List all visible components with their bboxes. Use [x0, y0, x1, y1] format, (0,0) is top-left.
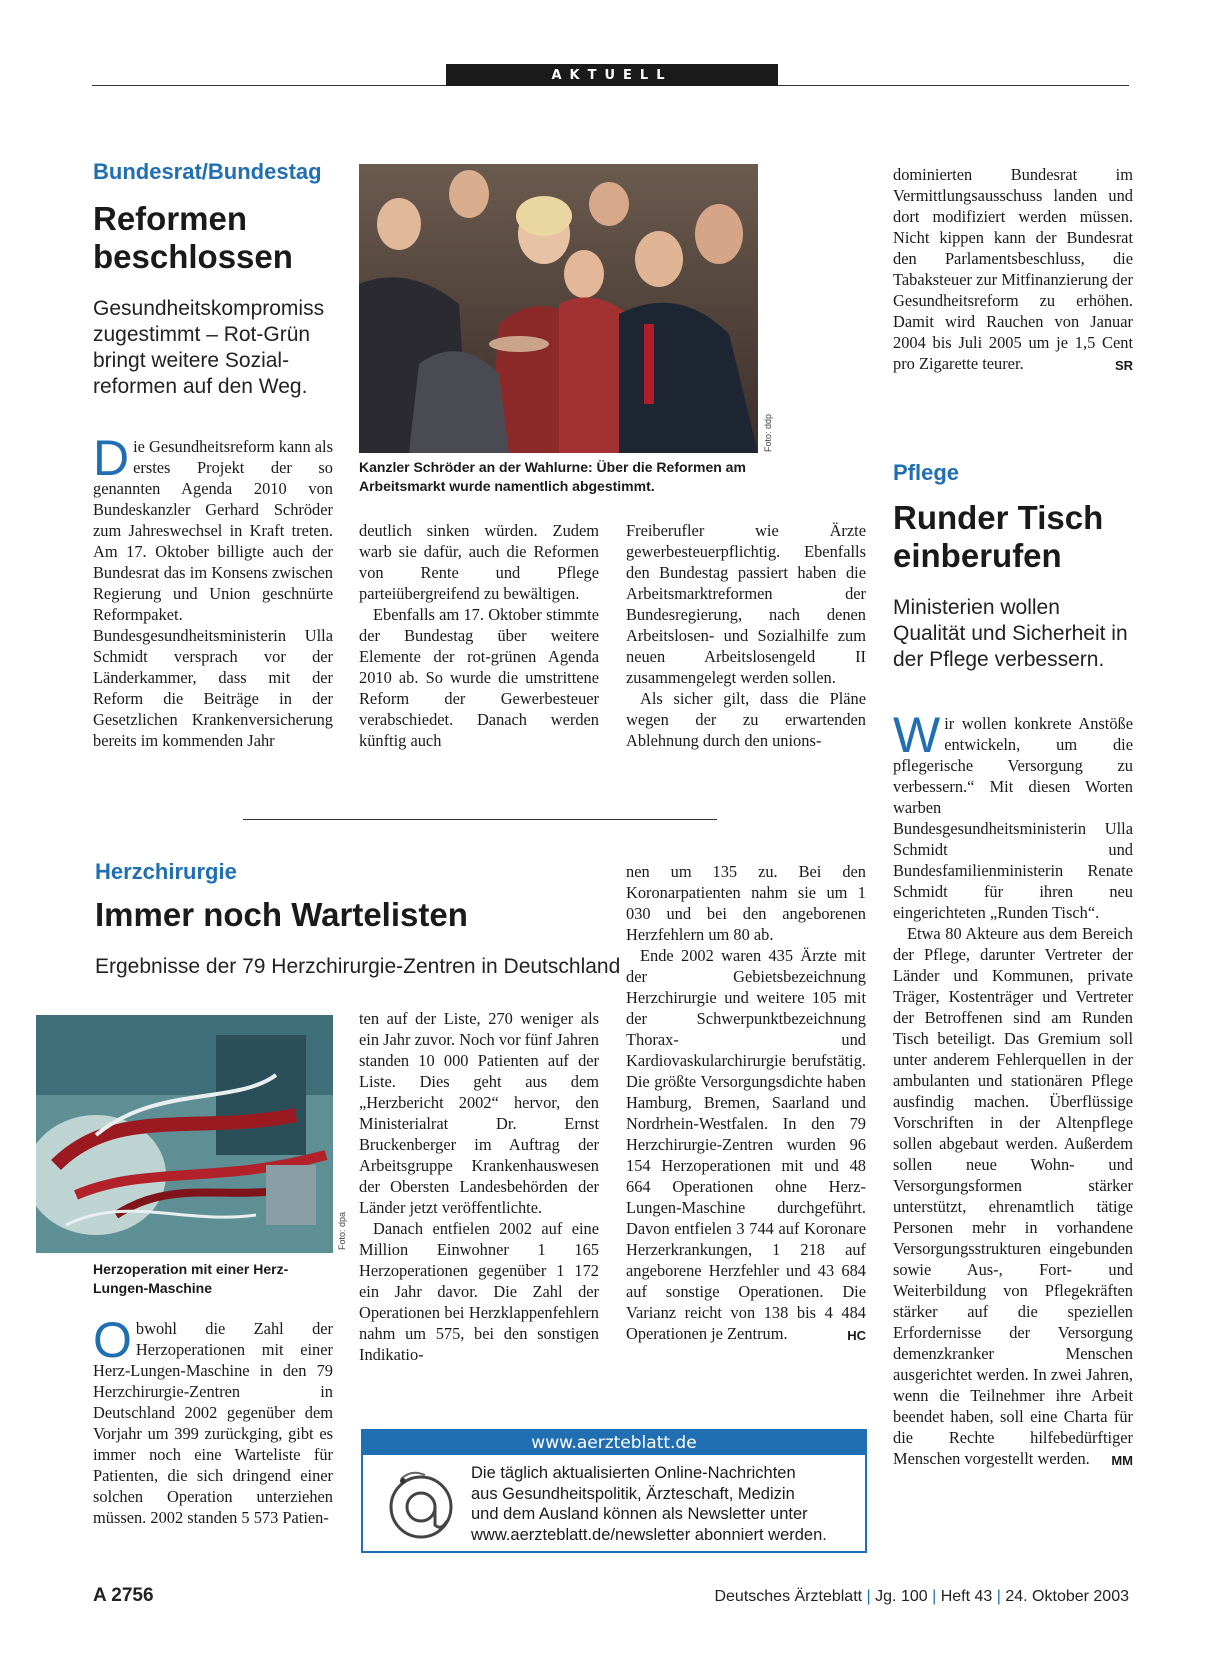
article2-deck: Ministerien wollen Qualität und Sicherheit in der Pflege verbessern.: [893, 596, 1128, 671]
page-number-text: A 2756: [93, 1585, 154, 1606]
article1-kicker: Bundesrat/Bundestag: [93, 159, 322, 184]
article1-col1-text: ie Gesundheitsreform kann als erstes Projekt der so genannten Agenda 2010 von Bundeskanzler Gerhard Schröder zum Jahreswechsel in Kraft treten. Am 17. Oktober billigte auch der Bundesrat das im Konsens zwischen Regierung und Union geschnürte Reformpaket. Bundesgesundheitsministerin Ulla Schmidt versprach vor der Länderkammer, dass mit der Reform die Beiträge in der Gesetzlichen Krankenversicherung bereits im kommenden Jahr: [93, 437, 333, 750]
article1-signature: SR: [1114, 358, 1133, 373]
journal-name: Deutsches Ärzteblatt: [714, 1588, 863, 1605]
journal-footer: Deutsches Ärzteblatt | Jg. 100 | Heft 43 | 24. Oktober 2003: [714, 1588, 1129, 1605]
heart-lung-machine-illustration: [36, 1015, 333, 1253]
article-divider: [243, 819, 717, 820]
article1-column-1: [93, 430, 333, 751]
article3-column-3: [626, 861, 866, 1346]
article2-signature: MM: [1111, 1453, 1133, 1468]
article2-p2: Etwa 80 Akteure aus dem Bereich der Pflege, darunter Vertreter der Länder und Kommunen, private Träger, Kostenträger und Vertreter der Betroffenen sind am Runden Tisch beteiligt. Das Gremium soll unter anderem Fehlerquellen in der ambulanten und stationären Pflege ausfindig machen. Überflüssige Vorschriften in der Altenpflege sollen abgebaut werden. Außerdem sollen neue Wohn- und Versorgungsformen stärker unterstützt, ehrenamtlich tätige Personen mehr in vorhandene Versorgungsstrukturen eingebunden sowie Aus-, Fort- und Weiterbildung von Pflegekräften stärker auf die speziellen Erfordernisse der Versorgung demenzkranker Menschen ausgerichtet werden. In zwei Jahren, wenn die Teilnehmer ihre Arbeit beendet haben, soll eine Charta für die Rechte hilfebedürftiger Menschen vorgestellt werden.: [893, 924, 1133, 1468]
article2-body: [893, 707, 1133, 1471]
article2-headline: Runder Tisch einberufen: [893, 499, 1104, 574]
article1-column-2: [359, 520, 599, 751]
article3-col1-text: bwohl die Zahl der Herzoperationen mit einer Herz-Lungen-Maschine in den 79 Herzchirurgie-Zentren in Deutschland 2002 gegenüber dem Vorjahr um 399 zurückging, gibt es immer noch eine Warteliste für Patienten, die sich dringend einer solchen Operation unterziehen müssen. 2002 standen 5 573 Patien-: [93, 1319, 333, 1527]
article1-headline: Reformen beschlossen: [93, 200, 293, 275]
article2-p1: ir wollen konkrete Anstöße entwickeln, um die pflegerische Versorgung zu verbessern.“ Mit diesen Worten warben Bundesgesundheitsministerin Ulla Schmidt und Bundesfamilienministerin Renate Schmidt für ihren neu eingerichteten „Runden Tisch“.: [893, 714, 1133, 922]
page-number: [93, 1585, 154, 1607]
article1-photo-caption: Kanzler Schröder an der Wahlurne: Über die Reformen am Arbeitsmarkt wurde namentlich abgestimmt.: [359, 459, 746, 494]
article3-headline: Immer noch Wartelisten: [95, 896, 468, 933]
article1-col2-paragraph: deutlich sinken würden. Zudem warb sie dafür, auch die Reformen von Rente und Pflege parteiübergreifend zu bewältigen.: [359, 521, 599, 603]
infobox-text: [471, 1463, 851, 1545]
crowd-photo-illustration: [359, 164, 758, 453]
article1-col3-paragraph: Als sicher gilt, dass die Pläne wegen der zu erwartenden Ablehnung durch den unions-: [626, 689, 866, 750]
journal-date: 24. Oktober 2003: [1005, 1588, 1129, 1605]
article1-photo: [359, 164, 758, 453]
journal-issue: Heft 43: [940, 1588, 993, 1605]
section-label: AKTUELL: [446, 64, 778, 86]
article3-col3-paragraph: nen um 135 zu. Bei den Koronarpatienten nahm sie um 1 030 und bei den angeborenen Herzfehlern um 80 ab.: [626, 862, 866, 944]
article1-photo-credit: Foto: ddp: [763, 413, 773, 452]
article1-column-3: [626, 520, 866, 751]
journal-volume: Jg. 100: [875, 1588, 928, 1605]
article3-kicker: Herzchirurgie: [95, 859, 237, 884]
article3-photo-credit: Foto: dpa: [337, 1211, 347, 1250]
article2-kicker: Pflege: [893, 460, 960, 485]
article1-col4-text: dominierten Bundesrat im Vermittlungsausschuss landen und dort modifiziert werden müssen. Nicht kippen kann der Bundesrat den Parlamentsbeschluss, die Tabaksteuer zur Mitfinanzierung der Gesundheitsreform zu erhöhen. Damit wird Rauchen von Januar 2004 bis Juli 2005 um je 1,5 Cent pro Zigarette teurer.: [893, 165, 1133, 373]
newsletter-infobox: [361, 1429, 867, 1553]
article3-signature: HC: [847, 1328, 866, 1343]
infobox-line: und dem Ausland können als Newsletter unter: [471, 1505, 808, 1523]
article1-column-4: [893, 164, 1133, 376]
infobox-line: aus Gesundheitspolitik, Ärzteschaft, Medizin: [471, 1484, 795, 1503]
article3-col2-paragraph: ten auf der Liste, 270 weniger als ein Jahr zuvor. Noch vor fünf Jahren standen 10 000 Patienten auf der Liste. Dies geht aus dem „Herzbericht 2002“ hervor, den Ministerialrat Dr. Ernst Bruckenberger im Auftrag der Arbeitsgruppe Krankenhauswesen der Obersten Landesbehörden der Länder jetzt veröffentlichte.: [359, 1009, 599, 1217]
article2-dropcap: W: [893, 707, 941, 763]
newsletter-at-icon: [381, 1465, 461, 1545]
article3-photo: [36, 1015, 333, 1253]
article1-col2-paragraph: Ebenfalls am 17. Oktober stimmte der Bundestag über weitere Elemente der rot-grünen Agenda 2010 ab. So wurde die umstrittene Reform der Gewerbesteuer verabschiedet. Danach werden künftig auch: [359, 605, 599, 750]
article1-deck: Gesundheitskompromiss zugestimmt – Rot-Grün bringt weitere Sozialreformen auf den Weg.: [93, 297, 325, 398]
article3-deck: Ergebnisse der 79 Herzchirurgie-Zentren in Deutschland: [95, 955, 621, 978]
article1-col3-paragraph: Freiberufler wie Ärzte gewerbesteuerpflichtig. Ebenfalls den Bundestag passiert haben die Arbeitsmarktreformen der Bundesregierung, nach denen Arbeitslosen- und Sozialhilfe zum neuen Arbeitslosengeld II zusammengelegt werden sollen.: [626, 521, 866, 687]
article1-dropcap: D: [93, 430, 130, 486]
infobox-line: Die täglich aktualisierten Online-Nachrichten: [471, 1464, 796, 1482]
article3-photo-caption: Herzoperation mit einer Herz-Lungen-Maschine: [93, 1261, 289, 1296]
article3-column-1: [93, 1312, 333, 1528]
infobox-title[interactable]: www.aerzteblatt.de: [363, 1431, 865, 1455]
article3-column-2: [359, 1008, 599, 1365]
article3-dropcap: O: [93, 1312, 132, 1368]
article3-col3-text: Ende 2002 waren 435 Ärzte mit der Gebietsbezeichnung Herzchirurgie und weitere 105 mit der Schwerpunktbezeichnung Thorax- und Kardiovaskularchirurgie berufstätig. Die größte Versorgungsdichte haben Hamburg, Bremen, Saarland und Nordrhein-Westfalen. In den 79 Herzchirurgie-Zentren wurden 96 154 Herzoperationen mit und 48 664 Operationen ohne Herz-Lungen-Maschine durchgeführt. Davon entfielen 3 744 auf Koronare Herzerkrankungen, 1 218 auf angeborene Herzfehler und 43 684 auf sonstige Operationen. Die Varianz reicht von 138 bis 4 484 Operationen je Zentrum.: [626, 946, 866, 1343]
article3-col2-paragraph: Danach entfielen 2002 auf eine Million Einwohner 1 165 Herzoperationen gegenüber 1 172 ein Jahr davor. Die Zahl der Operationen bei Herzklappenfehlern nahm um 575, bei den sonstigen Indikatio-: [359, 1219, 599, 1364]
infobox-line[interactable]: www.aerzteblatt.de/newsletter abonniert werden.: [471, 1525, 827, 1544]
